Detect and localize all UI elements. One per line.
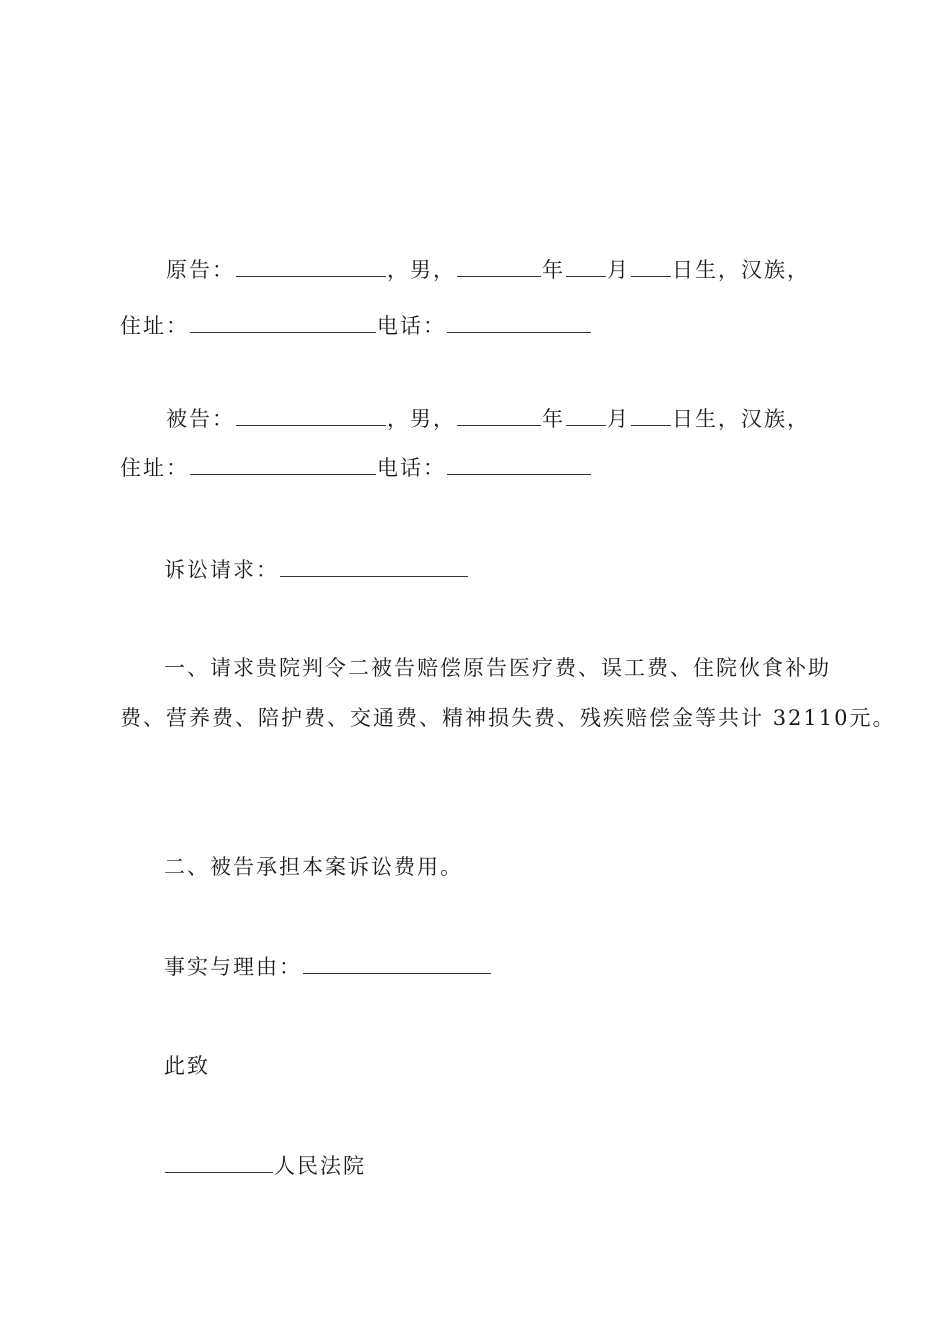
claim-item-1-line-1 [164,654,831,682]
defendant-day-label: 日生，汉族， [672,407,810,431]
plaintiff-phone-label: 电话： [377,314,446,338]
defendant-year-blank[interactable] [457,407,541,426]
plaintiff-name-blank[interactable] [236,258,386,277]
claim-item-1-text-1: 一、请求贵院判令二被告赔偿原告医疗费、误工费、住院伙食补助 [164,656,831,680]
defendant-month-label: 月 [607,407,630,431]
plaintiff-label: 原告： [166,258,235,282]
defendant-day-blank[interactable] [631,407,671,426]
defendant-year-label: 年 [542,407,565,431]
claims-heading: 诉讼请求： [164,558,279,582]
claim-item-1-line-2 [120,704,896,732]
court-line [164,1152,366,1180]
court-suffix: 人民法院 [274,1154,366,1178]
claim-item-1-text-2: 费、营养费、陪护费、交通费、精神损失费、残疾赔偿金等共计 [120,706,764,730]
plaintiff-info-line [166,256,810,284]
defendant-gender: ，男， [387,407,456,431]
plaintiff-month-blank[interactable] [566,258,606,277]
plaintiff-year-label: 年 [542,258,565,282]
defendant-address-line [120,454,592,482]
facts-heading: 事实与理由： [164,955,302,979]
plaintiff-address-line [120,312,592,340]
plaintiff-address-blank[interactable] [190,314,376,333]
defendant-phone-label: 电话： [377,456,446,480]
salutation-text: 此致 [164,1054,210,1078]
defendant-address-blank[interactable] [190,456,376,475]
claim-amount: 32110 [772,706,850,730]
plaintiff-address-label: 住址： [120,314,189,338]
plaintiff-phone-blank[interactable] [447,314,591,333]
defendant-label: 被告： [166,407,235,431]
defendant-phone-blank[interactable] [447,456,591,475]
facts-blank[interactable] [303,955,491,974]
defendant-name-blank[interactable] [236,407,386,426]
plaintiff-year-blank[interactable] [457,258,541,277]
claims-blank[interactable] [280,558,468,577]
defendant-month-blank[interactable] [566,407,606,426]
plaintiff-day-blank[interactable] [631,258,671,277]
salutation-line [164,1052,210,1080]
claim-amount-unit: 元。 [849,706,896,730]
court-name-blank[interactable] [165,1154,273,1173]
plaintiff-gender: ，男， [387,258,456,282]
facts-heading-line [164,953,492,981]
plaintiff-day-label: 日生，汉族， [672,258,810,282]
claim-item-2-text: 二、被告承担本案诉讼费用。 [164,855,463,879]
claims-heading-line [164,556,469,584]
defendant-info-line [166,405,810,433]
claim-item-2-line [164,853,463,881]
defendant-address-label: 住址： [120,456,189,480]
plaintiff-month-label: 月 [607,258,630,282]
